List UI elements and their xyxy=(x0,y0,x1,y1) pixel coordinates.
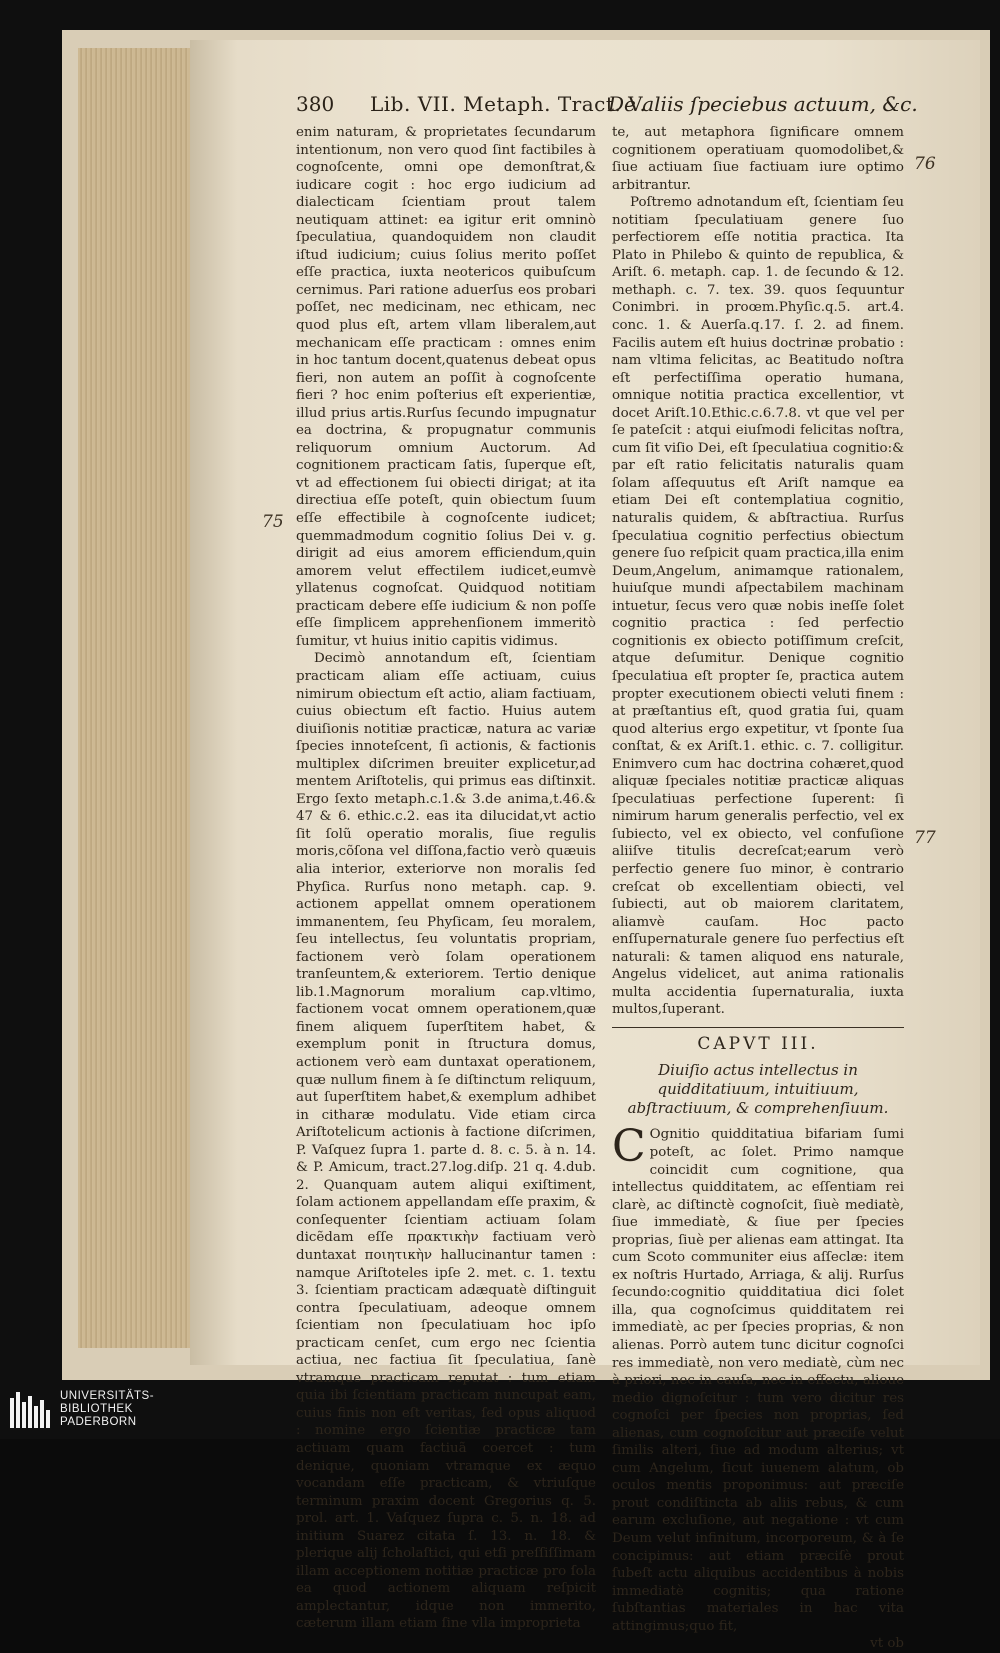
right-column xyxy=(612,124,904,1653)
right-paragraph-3-text: Ognitio quidditatiua bifariam ſumi poteſt, ac ſolet. Primo namque coincidit cum cognitione, qua intellectus quidditatem, ac eſſentiam rei clarè, ac diſtinctè cognoſcit, ſiuè mediatè, ſiue immediatè, & ſiue per ſpecies proprias, ſiuè per alienas eam attingat. Ita cum Scoto communiter eius aſſeclæ: item ex noſtris Hurtado, Arriaga, & alij. Rurſus ſecundo:cognitio quidditatiua dici ſolet illa, qua cognoſcimus quidditatem rei immediatè, ac per ſpecies proprias, & non alienas. Porrò autem tunc dicitur cognoſci res immediatè, non vero mediatè, cùm nec à priori, nec in cauſa, nec in effectu, alioue medio dignoſcitur : tum vero dicitur res cognoſci per ſpecies non proprias, ſed alienas, cum cognoſcitur aut præciſe velut ſimilis alteri, ſiue ad modum alterius; vt cum Angelum, ſicut iuuenem alatum, ob oculos mentis proponimus: aut præciſe prout condiſtincta ab aliis rebus, & cum earum excluſione, aut negatione : vt cum Deum velut infinitum, incorporeum, & à ſe concipimus: aut etiam præciſè prout ſubeſt actu aliquibus accidentibus à nobis immediatè cognitis; qua ratione ſubſtantias materiales in hac vita attingimus;quo fit, xyxy=(612,1127,904,1634)
logo-line-3: PADERBORN xyxy=(60,1416,137,1428)
library-logo-icon xyxy=(10,1392,52,1428)
right-paragraph-1: te, aut metaphora ſignificare omnem cognitionem operatiuam quomodolibet,& ſiue actiuam ſiue factiuam iure optimo arbitrantur. xyxy=(612,125,904,193)
logo-line-2: BIBLIOTHEK xyxy=(60,1403,133,1415)
left-column xyxy=(296,124,596,1633)
left-paragraph-1: enim naturam, & proprietates ſecundarum intentionum, non vero quod ſint factibiles à cognoſcente, omni ope demonſtrat,& iudicare cogit : hoc ergo iudicium ad dialecticam ſcientiam prout talem neutiquam attinet: ea igitur erit omninò ſpeculatiua, quandoquidem non claudit iſtud iudicium; cuius ſolius merito poſſet eſſe practica, iuxta neotericos quibuſcum cernimus. Pari ratione aduerſus eos probari poſſet, nec medicinam, nec ethicam, nec quod plus eſt, artem vllam liberalem,aut mechanicam eſſe practicam : omnes enim in hoc tantum docent,quatenus debeat opus fieri, non autem an poſſit à cognoſcente fieri ? hoc enim poſterius eſt experientiæ, illud prius artis.Rurſus ſecundo impugnatur ea doctrina, & propugnatur communis reliquorum omnium Auctorum. Ad cognitionem practicam ſatis, ſuperque eſt, vt ad effectionem ſui obiecti dirigat; at ita directiua eſſe poteſt, quin obiectum ſuum eſſe effectibile à cognoſcente iudicet; quemmadmodum cognitio ſolius Dei v. g. dirigit ad eius amorem efficiendum,quin amorem velut effectilem iudicet,eumvè yllatenus cognoſcat. Quidquod notitiam practicam debere eſſe iudicium & non poſſe eſſe ſimplicem apprehenſionem immeritò ſumitur, vt huius initio capitis vidimus. xyxy=(296,125,596,649)
chapter-title: CAPVT III. xyxy=(697,1033,819,1054)
drop-cap: C xyxy=(612,1121,646,1173)
page-number: 380 xyxy=(296,92,335,116)
running-title-right: De aliis ſpeciebus actuum, &c. xyxy=(608,92,918,116)
right-paragraph-3 xyxy=(612,1121,904,1635)
logo-line-1: UNIVERSITÄTS- xyxy=(60,1390,155,1402)
page-edges xyxy=(78,48,192,1348)
catchword: vt ob xyxy=(870,1636,904,1652)
margin-number-77: 77 xyxy=(914,828,936,848)
right-paragraph-2: Poſtremo adnotandum eſt, ſcientiam ſeu notitiam ſpeculatiuam genere ſuo perfectiorem eſſe notitia practica. Ita Plato in Philebo & quinto de republica, & Ariſt. 6. metaph. cap. 1. de ſecundo & 12. methaph. c. 7. tex. 39. quos ſequuntur Conimbri. in proœm.Phyſic.q.5. art.4. conc. 1. & Auerſa.q.17. ſ. 2. ad finem. Facilis autem eſt huius doctrinæ probatio : nam vltima felicitas, ac Beatitudo noſtra eſt perfectiſſima operatio humana, omnique notitia practica excellentior, vt docet Ariſt.10.Ethic.c.6.7.8. vt que vel per ſe pateſcit : atqui eiuſmodi felicitas noſtra, cum ſit viſio Dei, eſt ſpeculatiua cognitio:& par eſt ratio felicitatis naturalis quam ſolam aſſequutus eſt Ariſt namque ea etiam Dei eſt contemplatiua cognitio, naturalis quidem, & abſtractiua. Rurſus ſpeculatiua cognitio perfectius obiectum genere ſuo reſpicit quam practica,illa enim Deum,Angelum, animamque rationalem, huiuſque mundi aſpectabilem machinam intuetur, ſecus vero quæ nobis ineſſe ſolet cognitio practica : ſed perfectio cognitionis ex obiecto potiſſimum creſcit, atque deſumitur. Denique cognitio ſpeculatiua eſt propter ſe, practica autem propter executionem obiecti veluti finem : at præſtantius eſt, quod gratia ſui, quam quod alterius ergo expetitur, vt ſponte ſua conſtat, & ex Ariſt.1. ethic. c. 7. colligitur. Enimvero cum hac doctrina cohæret,quod aliquæ ſpeciales notitiæ practicæ aliquas ſpeculatiuas perfectione ſuperent: ſi nimirum harum generalis perfectio, vel ex ſubiecto, vel ex obiecto, vel confuſione aliiſve titulis decreſcat;earum verò perfectio genere ſuo minor, è contrario creſcat ob excellentiam obiecti, vel ſubiecti, aut ob maiorem claritatem, aliamvè cauſam. Hoc pacto enſſupernaturale genere ſuo perfectius eſt naturali: & tamen aliquod ens naturale, Angelus videlicet, aut anima rationalis multa accidentia ſupernaturalia, iuxta multos,ſuperant. xyxy=(612,195,904,1018)
library-logo-text xyxy=(60,1390,154,1429)
margin-number-75: 75 xyxy=(262,512,284,532)
margin-number-76: 76 xyxy=(914,154,936,174)
chapter-subtitle: Diuiſio actus intellectus in quidditatiuum, intuitiuum, abſtractiuum, & comprehenſiuum. xyxy=(627,1061,889,1118)
chapter-rule xyxy=(612,1027,904,1028)
left-paragraph-2: Decimò annotandum eſt, ſcientiam practicam aliam eſſe actiuam, cuius nimirum obiectum eſt actio, aliam factiuam, cuius obiectum eſt factio. Huius autem diuiſionis notitiæ practicæ, natura ac variæ ſpecies innoteſcent, ſi actionis, & factionis multiplex diſcrimen breuiter explicetur,ad mentem Ariſtotelis, qui primus eas diſtinxit. Ergo ſexto metaph.c.1.& 3.de anima,t.46.& 47 & 6. ethic.c.2. eas ita dilucidat,vt actio ſit ſolũ operatio moralis, ſiue regulis moris,cõſona vel diſſona,factio verò quæuis alia interior, exteriorve non moralis ſed Phyſica. Rurſus nono metaph. cap. 9. actionem appellat omnem operationem immanentem, ſeu Phyſicam, ſeu moralem, ſeu intellectus, ſeu voluntatis propriam, factionem verò ſolam operationem tranſeuntem,& exteriorem. Tertio denique lib.1.Magnorum moralium cap.vltimo, factionem vocat omnem operationem,quæ finem aliquem ſuperſtitem habet, & exemplum ponit in ſtructura domus, actionem verò eam duntaxat operationem, quæ nullum finem à ſe diſtinctum reliquum, aut ſuperſtitem habet,& exemplum adhibet in citharæ modulatu. Vide etiam circa Ariſtotelicum actionis à factione diſcrimen, P. Vaſquez ſupra 1. parte d. 8. c. 5. à n. 14. & P. Amicum, tract.27.log.diſp. 21 q. 4.dub. 2. Quanquam autem aliqui exiſtiment, ſolam actionem appellandam eſſe praxim, & conſequenter ſcientiam actiuam ſolam dicẽdam eſſe πρακτικὴν factiuam verò duntaxat ποιητικὴν hallucinantur tamen : namque Ariſtoteles ipſe 2. met. c. 1. textu 3. ſcientiam practicam adæquatè diſtinguit contra ſpeculatiuam, adeoque omnem ſcientiam non ſpeculatiuam hoc ipſo practicam cenſet, cum ergo nec ſcientia actiua, nec factiua ſit ſpeculatiua, ſanè vtramque practicam reputat : tum etiam quia ibi ſcientiam practicam nuncupat eam, cuius finis non eſt veritas, ſed opus aliquod : nomine ergo ſcientiæ practicæ tam actiuam quam factiuã coercet : tum denique, quoniam vtramque ex æquo vocandam eſſe practicam, & vtriuſque terminum praxim docent Gregorius q. 5. prol. art. 1. Vaſquez ſupra c. 5. n. 18. ad initium Suarez citata ſ. 13. n. 18. & plerique alij ſcholaſtici, qui etſi preſſiſſimam illam acceptionem notitiæ practicæ pro ſola ea quod actionem aliquam reſpicit amplectantur, idque non immerito, cæterum illam etiam ſine vlla improprieta xyxy=(296,651,596,1632)
running-title: Lib. VII. Metaph. Tract. V. xyxy=(370,92,647,116)
